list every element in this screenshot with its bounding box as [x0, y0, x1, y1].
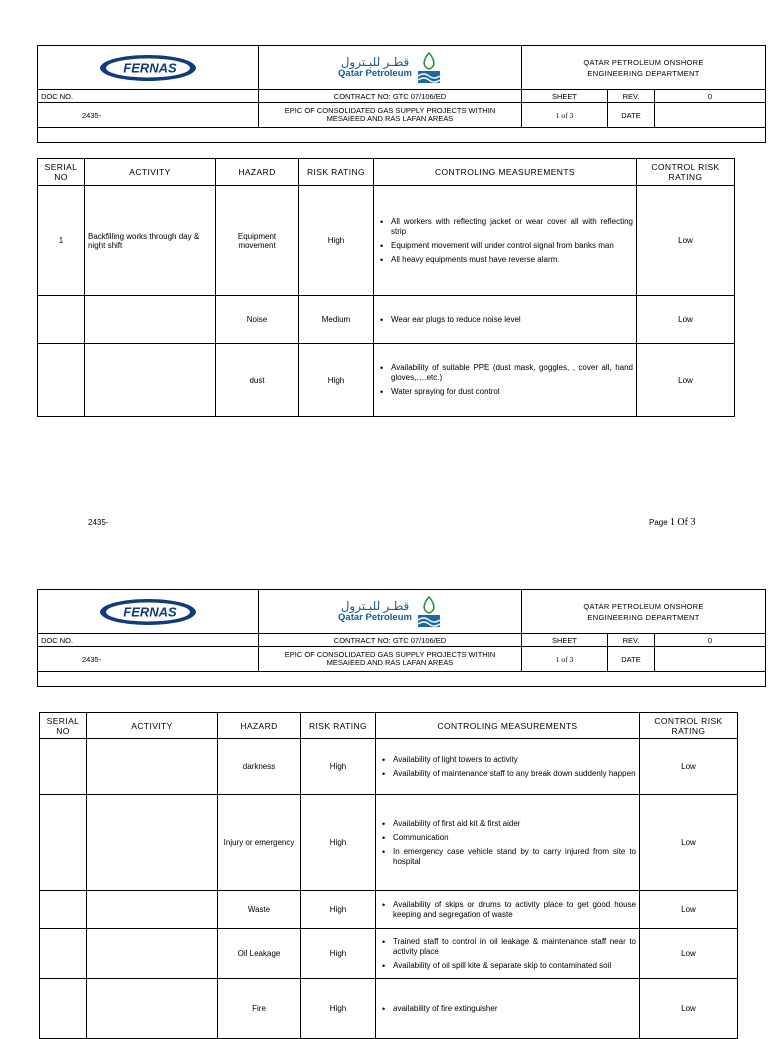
- hazard-cell: Equipment movement: [216, 186, 299, 296]
- measures-cell: [376, 891, 640, 929]
- sheet-value: 1 of 3: [522, 647, 608, 672]
- measure-item: • Availability of first aid kit & first aider: [393, 819, 636, 829]
- col-measures-header: CONTROLING MEASUREMENTS: [374, 159, 637, 186]
- hazard-cell: darkness: [218, 739, 301, 795]
- control-risk-cell: Low: [640, 795, 738, 891]
- measures-cell: [376, 979, 640, 1039]
- risk-rating-cell: High: [301, 929, 376, 979]
- measure-item: • Availability of oil spill kite & separate skip to contaminated soil: [393, 961, 636, 971]
- serial-cell: [40, 891, 87, 929]
- serial-cell: [38, 344, 85, 417]
- sheet-label: SHEET: [522, 90, 608, 103]
- control-risk-cell: Low: [640, 891, 738, 929]
- risk-rows-page2: [40, 739, 738, 1039]
- measure-item: • All heavy equipments must have reverse alarm.: [391, 255, 633, 265]
- serial-cell: [40, 795, 87, 891]
- doc-no-label: DOC NO.: [38, 90, 259, 103]
- serial-cell: [38, 296, 85, 344]
- measures-list: [379, 755, 636, 779]
- col-measures-header: CONTROLING MEASUREMENTS: [376, 713, 640, 739]
- control-risk-cell: Low: [640, 979, 738, 1039]
- measures-list: [379, 1004, 636, 1014]
- col-serial-header: SERIAL NO: [38, 159, 85, 186]
- header-blank-row: [38, 128, 766, 143]
- fernas-logo: [38, 46, 259, 90]
- measures-list: [377, 217, 633, 265]
- measure-item: • Availability of maintenance staff to any break down suddenly happen: [393, 769, 636, 779]
- measure-item: • Availability of skips or drums to activity place to get good house keeping and segregation of waste: [393, 900, 636, 920]
- measures-cell: [376, 929, 640, 979]
- risk-row: [40, 739, 738, 795]
- hazard-cell: Injury or emergency: [218, 795, 301, 891]
- rev-value: 0: [655, 634, 766, 647]
- sheet-value: 1 of 3: [522, 103, 608, 128]
- risk-row: [38, 296, 735, 344]
- risk-row: [38, 186, 735, 296]
- risk-rating-cell: High: [299, 344, 374, 417]
- qp-emblem-icon: [416, 595, 442, 629]
- risk-rating-cell: High: [301, 891, 376, 929]
- date-value: [655, 647, 766, 672]
- footer-page-number: Page 1 Of 3: [649, 517, 696, 528]
- svg-text:FERNAS: FERNAS: [123, 60, 177, 75]
- measure-item: • Availability of light towers to activity: [393, 755, 636, 765]
- serial-cell: [40, 979, 87, 1039]
- hazard-cell: Waste: [218, 891, 301, 929]
- qp-english-name: Qatar Petroleum: [338, 67, 412, 79]
- doc-header-page2: [37, 589, 766, 687]
- qp-english-name: Qatar Petroleum: [338, 611, 412, 623]
- measures-list: [379, 819, 636, 867]
- col-activity-header: ACTIVITY: [87, 713, 218, 739]
- measures-list: [377, 315, 633, 325]
- control-risk-cell: Low: [637, 186, 735, 296]
- activity-cell: [87, 795, 218, 891]
- control-risk-cell: Low: [637, 344, 735, 417]
- department-title: QATAR PETROLEUM ONSHORE ENGINEERING DEPARTMENT: [522, 46, 766, 90]
- qp-arabic-name: قطـر للبـترول: [340, 54, 410, 69]
- activity-cell: [85, 296, 216, 344]
- measure-item: • All workers with reflecting jacket or wear cover all with reflecting strip: [391, 217, 633, 237]
- contract-no: CONTRACT NO: GTC 07/106/ED: [259, 90, 522, 103]
- measures-list: [379, 900, 636, 920]
- doc-no-value: 2435-: [38, 103, 259, 128]
- control-risk-cell: Low: [640, 739, 738, 795]
- doc-header-page1: [37, 45, 766, 143]
- col-serial-header: SERIAL NO: [40, 713, 87, 739]
- activity-cell: [87, 891, 218, 929]
- risk-rating-cell: High: [301, 795, 376, 891]
- measure-item: • Water spraying for dust control: [391, 387, 633, 397]
- risk-row: [40, 891, 738, 929]
- project-title: EPIC OF CONSOLIDATED GAS SUPPLY PROJECTS WITHIN MESAIEED AND RAS LAFAN AREAS: [259, 103, 522, 128]
- control-risk-cell: Low: [640, 929, 738, 979]
- sheet-label: SHEET: [522, 634, 608, 647]
- activity-cell: [85, 344, 216, 417]
- measures-cell: [376, 739, 640, 795]
- measure-item: • Trained staff to control in oil leakage & maintenance staff near to activity place: [393, 937, 636, 957]
- risk-row: [40, 929, 738, 979]
- serial-cell: 1: [38, 186, 85, 296]
- date-label: DATE: [608, 103, 655, 128]
- measures-cell: [376, 795, 640, 891]
- risk-rating-cell: High: [301, 739, 376, 795]
- hazard-cell: Oil Leakage: [218, 929, 301, 979]
- footer-doc-no: 2435-: [88, 518, 109, 527]
- activity-cell: [87, 929, 218, 979]
- serial-cell: [40, 739, 87, 795]
- measures-list: [379, 937, 636, 971]
- risk-row: [40, 979, 738, 1039]
- rev-label: REV.: [608, 634, 655, 647]
- measures-cell: [374, 344, 637, 417]
- col-hazard-header: HAZARD: [216, 159, 299, 186]
- risk-table-page1: [37, 158, 735, 417]
- measure-item: • Wear ear plugs to reduce noise level: [391, 315, 633, 325]
- activity-cell: [87, 979, 218, 1039]
- measure-item: • availability of fire extinguisher: [393, 1004, 636, 1014]
- department-title: QATAR PETROLEUM ONSHORE ENGINEERING DEPARTMENT: [522, 590, 766, 634]
- col-control-header: CONTROL RISK RATING: [637, 159, 735, 186]
- date-label: DATE: [608, 647, 655, 672]
- doc-no-label: DOC NO.: [38, 634, 259, 647]
- hazard-cell: Noise: [216, 296, 299, 344]
- risk-table-page2: [39, 712, 738, 1039]
- hazard-cell: Fire: [218, 979, 301, 1039]
- risk-rows-page1: [38, 186, 735, 417]
- col-control-header: CONTROL RISK RATING: [640, 713, 738, 739]
- measures-cell: [374, 296, 637, 344]
- qp-emblem-icon: [416, 51, 442, 85]
- measure-item: • In emergency case vehicle stand by to carry injured from site to hospital: [393, 847, 636, 867]
- qatar-petroleum-logo: [259, 46, 522, 90]
- fernas-logo-icon: [98, 53, 198, 83]
- hazard-cell: dust: [216, 344, 299, 417]
- qp-arabic-name: قطـر للبـترول: [340, 598, 410, 613]
- risk-rating-cell: High: [299, 186, 374, 296]
- project-title: EPIC OF CONSOLIDATED GAS SUPPLY PROJECTS WITHIN MESAIEED AND RAS LAFAN AREAS: [259, 647, 522, 672]
- rev-label: REV.: [608, 90, 655, 103]
- risk-rating-cell: Medium: [299, 296, 374, 344]
- risk-rating-cell: High: [301, 979, 376, 1039]
- qatar-petroleum-logo: [259, 590, 522, 634]
- measure-item: • Communication: [393, 833, 636, 843]
- activity-cell: [87, 739, 218, 795]
- doc-no-value: 2435-: [38, 647, 259, 672]
- col-hazard-header: HAZARD: [218, 713, 301, 739]
- col-risk-header: RISK RATING: [299, 159, 374, 186]
- col-risk-header: RISK RATING: [301, 713, 376, 739]
- date-value: [655, 103, 766, 128]
- activity-cell: Backfilling works through day & night shift: [85, 186, 216, 296]
- serial-cell: [40, 929, 87, 979]
- fernas-logo-icon: [98, 597, 198, 627]
- risk-row: [40, 795, 738, 891]
- control-risk-cell: Low: [637, 296, 735, 344]
- col-activity-header: ACTIVITY: [85, 159, 216, 186]
- risk-row: [38, 344, 735, 417]
- contract-no: CONTRACT NO: GTC 07/106/ED: [259, 634, 522, 647]
- measure-item: • Equipment movement will under control signal from banks man: [391, 241, 633, 251]
- measure-item: • Availability of suitable PPE (dust mask, goggles, , cover all, hand gloves,….etc.): [391, 363, 633, 383]
- header-blank-row: [38, 672, 766, 687]
- svg-text:FERNAS: FERNAS: [123, 604, 177, 619]
- rev-value: 0: [655, 90, 766, 103]
- measures-list: [377, 363, 633, 397]
- measures-cell: [374, 186, 637, 296]
- fernas-logo: [38, 590, 259, 634]
